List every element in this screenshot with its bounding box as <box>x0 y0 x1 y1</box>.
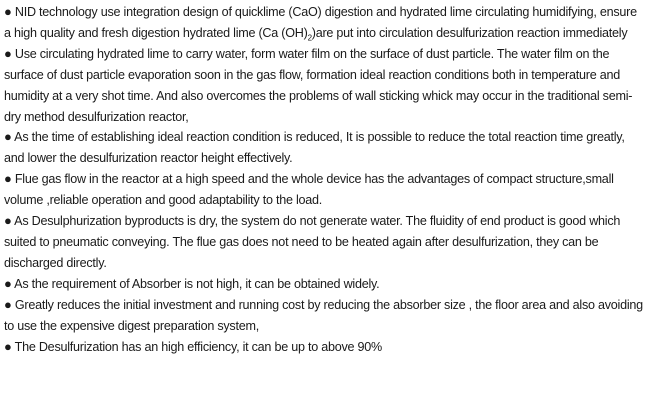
bullet-icon: ● <box>4 4 12 19</box>
bullet-icon: ● <box>4 296 12 312</box>
bullet-text: Greatly reduces the initial investment and running cost by reducing the absorber size , the floor area and also avoiding to use the expensive digest preparation system, <box>4 297 643 333</box>
bullet-item <box>4 295 645 337</box>
bullet-item <box>4 274 645 295</box>
bullet-item <box>4 44 645 128</box>
bullet-icon: ● <box>4 338 12 354</box>
bullet-text: As Desulphurization byproducts is dry, the system do not generate water. The fluidity of end product is good which suited to pneumatic conveying. The flue gas does not need to be heated again after desulfurization, they can be discharged directly. <box>4 214 621 270</box>
bullet-item <box>4 337 645 358</box>
bullet-item <box>4 2 645 44</box>
bullet-icon: ● <box>4 275 12 291</box>
bullet-text: As the requirement of Absorber is not high, it can be obtained widely. <box>14 276 380 291</box>
bullet-icon: ● <box>4 213 12 229</box>
bullet-item <box>4 211 645 274</box>
bullet-text-continued: )are put into circulation desulfurization reaction immediately <box>311 25 628 40</box>
bullet-text: As the time of establishing ideal reaction condition is reduced, It is possible to reduce the total reaction time greatly, and lower the desulfurization reactor height effectively. <box>4 130 625 166</box>
bullet-text: The Desulfurization has an high efficiency, it can be up to above 90% <box>14 339 382 354</box>
bullet-text: Flue gas flow in the reactor at a high speed and the whole device has the advantages of compact structure,small volume ,reliable operation and good adaptability to the load. <box>4 172 614 208</box>
subscript: 2 <box>307 33 312 43</box>
bullet-item <box>4 169 645 211</box>
bullet-icon: ● <box>4 171 12 187</box>
bullet-text: Use circulating hydrated lime to carry water, form water film on the surface of dust particle. The water film on the surface of dust particle evaporation soon in the gas flow, formation ideal reaction conditions both in temperature and humidity at a very shot time. And also overcomes the problems of wall sticking whick may occur in the traditional semi-dry method desulfurization reactor, <box>4 46 633 124</box>
bullet-text: NID technology use integration design of quicklime (CaO) digestion and hydrated lime circulating humidifying, ensure a high quality and fresh digestion hydrated lime (Ca (OH) <box>4 5 637 40</box>
bullet-icon: ● <box>4 129 12 145</box>
bullet-icon: ● <box>4 45 12 61</box>
bullet-item <box>4 127 645 169</box>
